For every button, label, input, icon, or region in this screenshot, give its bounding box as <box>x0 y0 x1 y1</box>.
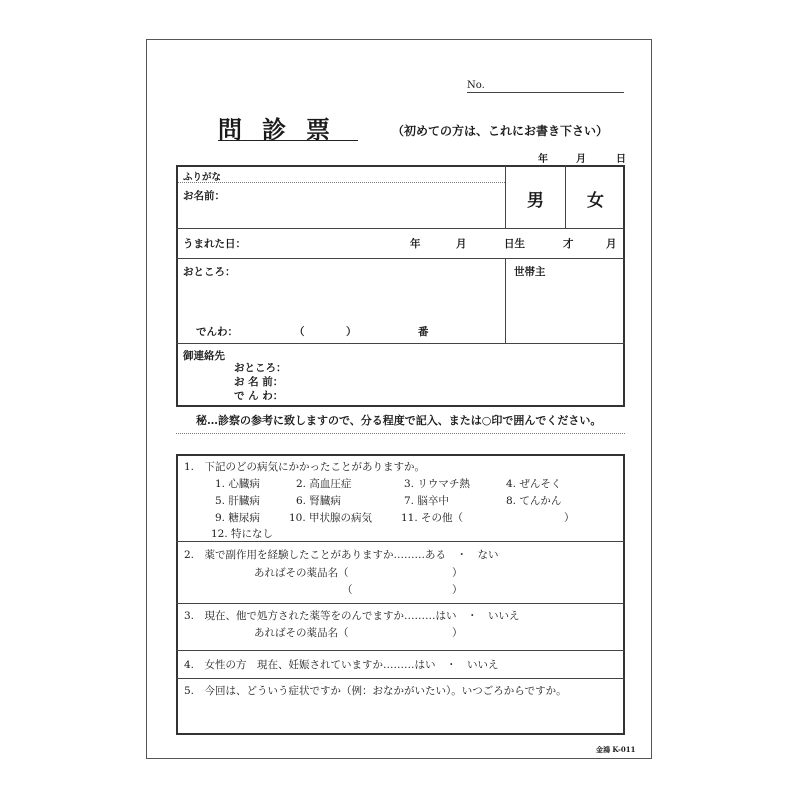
phone-close-paren: ） <box>346 326 357 338</box>
emergency-contact-field[interactable] <box>292 358 620 402</box>
name-field[interactable] <box>240 184 502 226</box>
emergency-address-label: おところ： <box>234 362 287 374</box>
page-subtitle: （初めての方は、これにお書き下さい） <box>392 124 609 138</box>
q3-close-paren: ） <box>452 627 463 639</box>
q1-option-4[interactable]: 4. ぜんそく <box>506 478 562 490</box>
birth-day-label: 日生 <box>504 238 525 250</box>
q1-other-field[interactable] <box>470 508 560 524</box>
household-head-field[interactable] <box>510 280 620 340</box>
furigana-divider <box>178 182 505 183</box>
household-head-label: 世帯主 <box>514 266 546 278</box>
birthdate-label: うまれた日： <box>183 238 246 250</box>
q2-open-paren-2: （ <box>342 584 353 596</box>
form-code: 金鴻 K-011 <box>596 745 636 754</box>
q1-option-2[interactable]: 2. 高血圧症 <box>296 478 352 490</box>
household-divider <box>505 258 506 343</box>
row-divider <box>176 228 625 229</box>
phone-field[interactable] <box>240 320 440 338</box>
emergency-name-label: お 名 前： <box>234 376 284 388</box>
section-divider <box>176 603 625 604</box>
birth-month-label: 月 <box>456 238 467 250</box>
q2-drug-name-field-2[interactable] <box>356 580 448 596</box>
q1-option-12[interactable]: 12. 特になし <box>211 528 274 540</box>
q2-drug-name-field-1[interactable] <box>356 563 448 579</box>
question-3-text: 3. 現在、他で処方された薬等をのんでますか………はい ・ いいえ <box>184 610 520 622</box>
title-underline <box>218 140 358 141</box>
q1-option-9[interactable]: 9. 糖尿病 <box>215 512 260 524</box>
q1-option-1[interactable]: 1. 心臓病 <box>215 478 260 490</box>
question-2-text: 2. 薬で副作用を経験したことがありますか………ある ・ ない <box>184 549 499 561</box>
address-field[interactable] <box>240 262 502 312</box>
question-1-text: 1. 下記のどの病気にかかったことがありますか。 <box>184 461 426 473</box>
emergency-contact-label: 御連絡先 <box>183 350 225 362</box>
date-year-label: 年 <box>538 154 548 165</box>
phone-open-paren: （ <box>294 326 305 338</box>
age-months-label: 月 <box>606 238 617 250</box>
confidential-note: 秘…診察の参考に致しますので、分る程度で記入、または○印で囲んでください。 <box>196 414 602 427</box>
q3-drug-name-label: あればその薬品名（ <box>254 627 349 639</box>
date-month-label: 月 <box>576 154 586 165</box>
section-divider <box>176 678 625 679</box>
emergency-phone-label: で ん わ： <box>234 390 284 402</box>
form-number-label: No. <box>467 80 485 91</box>
q1-option-5[interactable]: 5. 肝臓病 <box>215 495 260 507</box>
address-label: おところ： <box>183 266 236 278</box>
q1-option-11[interactable]: 11. その他（ <box>401 512 464 524</box>
section-divider <box>176 650 625 651</box>
question-4-text: 4. 女性の方 現在、妊娠されていますか………はい ・ いいえ <box>184 659 499 671</box>
birth-year-label: 年 <box>410 238 421 250</box>
separator-dotted <box>176 433 625 434</box>
q1-option-7[interactable]: 7. 脳卒中 <box>404 495 449 507</box>
q1-option-6[interactable]: 6. 腎臓病 <box>296 495 341 507</box>
phone-number-suffix: 番 <box>418 326 429 338</box>
gender-male-option[interactable]: 男 <box>527 191 544 211</box>
gender-divider-left <box>505 165 506 228</box>
phone-label: でんわ： <box>196 326 238 338</box>
date-day-label: 日 <box>616 154 626 165</box>
gender-female-option[interactable]: 女 <box>587 191 604 211</box>
q1-option-3[interactable]: 3. リウマチ熱 <box>404 478 470 490</box>
q1-option-8[interactable]: 8. てんかん <box>506 495 562 507</box>
q2-close-paren-1: ） <box>452 567 463 579</box>
furigana-label: ふりがな <box>183 172 222 183</box>
row-divider <box>176 258 625 259</box>
question-5-text: 5. 今回は、どういう症状ですか（例：おなかがいたい）。いつごろからですか。 <box>184 685 567 697</box>
q1-other-close-paren: ） <box>564 512 575 524</box>
row-divider <box>176 343 625 344</box>
section-divider <box>176 541 625 542</box>
age-years-label: 才 <box>563 238 574 250</box>
q1-option-10[interactable]: 10. 甲状腺の病気 <box>289 512 373 524</box>
page-title: 問診票 <box>218 115 350 144</box>
name-label: お名前： <box>183 190 225 202</box>
q2-close-paren-2: ） <box>452 584 463 596</box>
q2-drug-name-label: あればその薬品名（ <box>254 567 349 579</box>
q5-symptoms-field[interactable] <box>182 700 620 730</box>
gender-divider-middle <box>565 165 566 228</box>
q3-drug-name-field[interactable] <box>356 623 448 639</box>
form-number-field[interactable] <box>467 92 624 93</box>
